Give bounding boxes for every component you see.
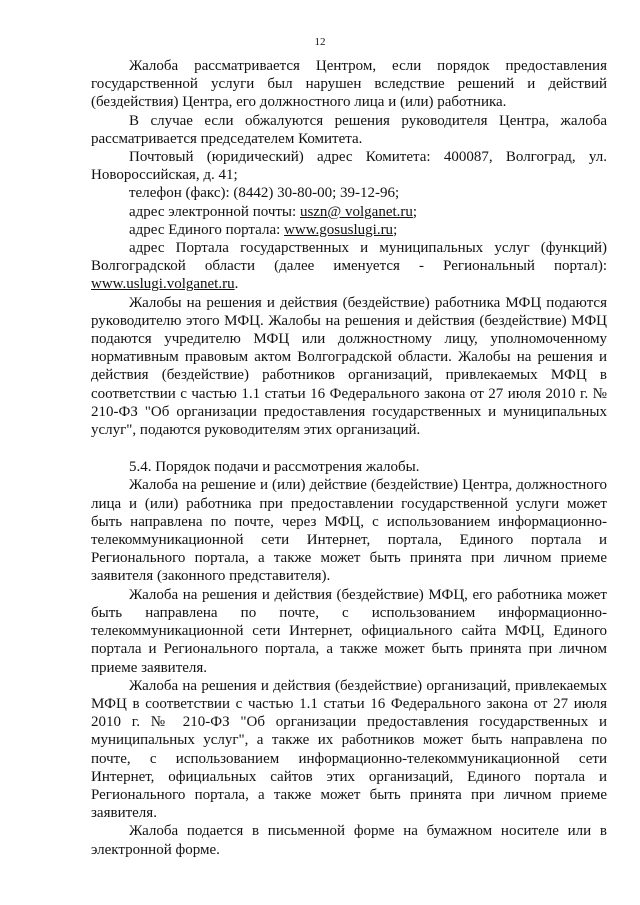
- email-suffix: ;: [412, 203, 418, 220]
- paragraph-complaint-center: Жалоба рассматривается Центром, если порядок предоставления государственной услуги был нарушен вследствие решений и действий (бездействия) Центра, его должностного лица и (или) работника.: [91, 58, 607, 111]
- regional-portal-suffix: .: [234, 276, 239, 293]
- email-link[interactable]: uszn@ volganet.ru: [299, 203, 413, 220]
- regional-portal-link[interactable]: www.uslugi.volganet.ru: [91, 276, 235, 293]
- paragraph-complaint-channels-organizations: Жалоба на решения и действия (бездействие) организаций, привлекаемых МФЦ в соответствии с частью 1.1 статьи 16 Федерального закона от 27 июля 2010 г. № 210-ФЗ "Об организации предоставления государственных и муниципальных услуг", а также их работников может быть направлена по почте, с использованием информационно-телекоммуникационной сети Интернет, официальных сайтов этих организаций, Единого портала и Регионального портала, а также может быть принята при личном приеме заявителя.: [91, 677, 607, 822]
- paragraph-regional-portal: [91, 239, 607, 294]
- paragraph-postal-address: Почтовый (юридический) адрес Комитета: 400087, Волгоград, ул. Новороссийская, д. 41;: [91, 149, 607, 184]
- page-number: 12: [314, 36, 326, 48]
- email-label: адрес электронной почты:: [129, 203, 300, 220]
- paragraph-complaint-form: Жалоба подается в письменной форме на бумажном носителе или в электронной форме.: [91, 823, 607, 858]
- unified-portal-suffix: ;: [393, 221, 398, 238]
- document-body: [91, 57, 607, 859]
- unified-portal-link[interactable]: www.gosuslugi.ru: [284, 221, 394, 238]
- paragraph-complaint-channels-center: Жалоба на решение и (или) действие (бездействие) Центра, должностного лица и (или) работника при предоставлении государственной услуги может быть направлена по почте, через МФЦ, с использованием информационно-телекоммуникационной сети Интернет, портала, Единого портала и Регионального портала, а также может быть принята при личном приеме заявителя (законного представителя).: [91, 477, 607, 585]
- paragraph-email: [91, 203, 607, 221]
- unified-portal-label: адрес Единого портала:: [129, 221, 285, 238]
- paragraph-complaint-channels-mfc: Жалоба на решения и действия (бездействие) МФЦ, его работника может быть направлена по почте, с использованием информационно-телекоммуникационной сети Интернет, официального сайта МФЦ, Единого портала и Регионального портала, а также может быть принята при личном приеме заявителя.: [91, 586, 607, 676]
- regional-portal-label: адрес Портала государственных и муниципальных услуг (функций) Волгоградской области (далее именуется - Региональный портал):: [91, 240, 607, 275]
- paragraph-mfc-complaints: Жалобы на решения и действия (бездействие) работника МФЦ подаются руководителю этого МФЦ. Жалобы на решения и действия (бездействие) МФЦ подаются учредителю МФЦ или должностному лицу, уполномоченному нормативным правовым актом Волгоградской области. Жалобы на решения и действия (бездействие) работников организаций, привлекаемых МФЦ в соответствии с частью 1.1 статьи 16 Федерального закона от 27 июля 2010 г. № 210-ФЗ "Об организации предоставления государственных и муниципальных услуг", подаются руководителям этих организаций.: [91, 294, 607, 439]
- paragraph-complaint-head: В случае если обжалуются решения руководителя Центра, жалоба рассматривается председателем Комитета.: [91, 112, 607, 147]
- section-heading-5-4: 5.4. Порядок подачи и рассмотрения жалобы.: [129, 459, 420, 476]
- paragraph-phone: телефон (факс): (8442) 30-80-00; 39-12-96;: [129, 185, 400, 202]
- paragraph-unified-portal: [91, 221, 607, 239]
